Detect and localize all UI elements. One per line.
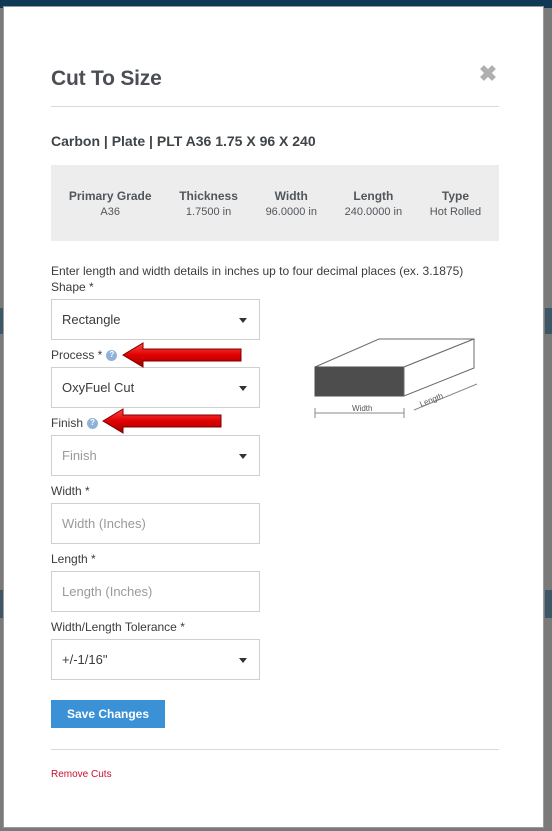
chevron-down-icon [239, 386, 247, 391]
process-label [51, 348, 117, 362]
help-icon[interactable]: ? [87, 418, 98, 429]
cut-to-size-modal [3, 6, 544, 828]
spec-width [266, 189, 317, 218]
footer-divider [51, 749, 499, 750]
length-input[interactable] [51, 571, 260, 612]
chevron-down-icon [239, 318, 247, 323]
process-label-text: Process * [51, 348, 103, 362]
chevron-down-icon [239, 454, 247, 459]
shape-select[interactable] [51, 299, 260, 340]
annotation-arrow [101, 408, 223, 434]
save-changes-button[interactable]: Save Changes [51, 700, 165, 728]
product-description: Carbon | Plate | PLT A36 1.75 X 96 X 240 [51, 133, 316, 149]
spec-thickness [179, 189, 238, 218]
finish-label-text: Finish [51, 416, 84, 430]
width-label-text: Width * [51, 484, 90, 498]
spec-type [430, 189, 481, 218]
backdrop-strip [545, 590, 552, 618]
modal-title: Cut To Size [51, 67, 162, 90]
spec-value: 240.0000 in [344, 205, 403, 218]
plate-front-face [315, 367, 404, 396]
help-icon[interactable]: ? [106, 350, 117, 361]
spec-primary-grade [69, 189, 152, 218]
spec-summary [51, 165, 499, 241]
remove-cuts-link[interactable]: Remove Cuts [51, 769, 112, 780]
diagram-length-label: Length [418, 391, 445, 409]
plate-diagram [309, 337, 489, 427]
instructions-text: Enter length and width details in inches up to four decimal places (ex. 3.1875) [51, 264, 464, 278]
shape-label [51, 280, 94, 294]
spec-value: Hot Rolled [429, 205, 482, 218]
width-input[interactable] [51, 503, 260, 544]
chevron-down-icon [239, 658, 247, 663]
spec-value: 1.7500 in [185, 205, 232, 218]
shape-label-text: Shape * [51, 280, 94, 294]
width-label [51, 484, 90, 498]
process-value: OxyFuel Cut [62, 380, 135, 395]
spec-header: Length [353, 188, 394, 203]
spec-header: Width [274, 188, 308, 203]
spec-length [345, 189, 403, 218]
spec-header: Primary Grade [68, 188, 152, 203]
finish-label [51, 416, 98, 430]
tolerance-value: +/-1/16" [62, 652, 108, 667]
length-placeholder: Length (Inches) [62, 584, 153, 599]
tolerance-select[interactable] [51, 639, 260, 680]
spec-header: Type [441, 188, 469, 203]
modal-header [51, 63, 499, 107]
spec-value: A36 [100, 205, 120, 218]
diagram-width-label: Width [352, 404, 373, 413]
annotation-arrow [121, 342, 243, 368]
finish-placeholder: Finish [62, 448, 97, 463]
length-label-text: Length * [51, 552, 96, 566]
backdrop-strip [545, 308, 552, 334]
shape-value: Rectangle [62, 312, 121, 327]
tolerance-label [51, 620, 185, 634]
length-label [51, 552, 96, 566]
width-placeholder: Width (Inches) [62, 516, 146, 531]
process-select[interactable] [51, 367, 260, 408]
tolerance-label-text: Width/Length Tolerance * [51, 620, 185, 634]
close-icon[interactable]: ✖ [478, 61, 498, 86]
finish-select[interactable] [51, 435, 260, 476]
spec-value: 96.0000 in [265, 205, 317, 218]
spec-header: Thickness [179, 188, 238, 203]
